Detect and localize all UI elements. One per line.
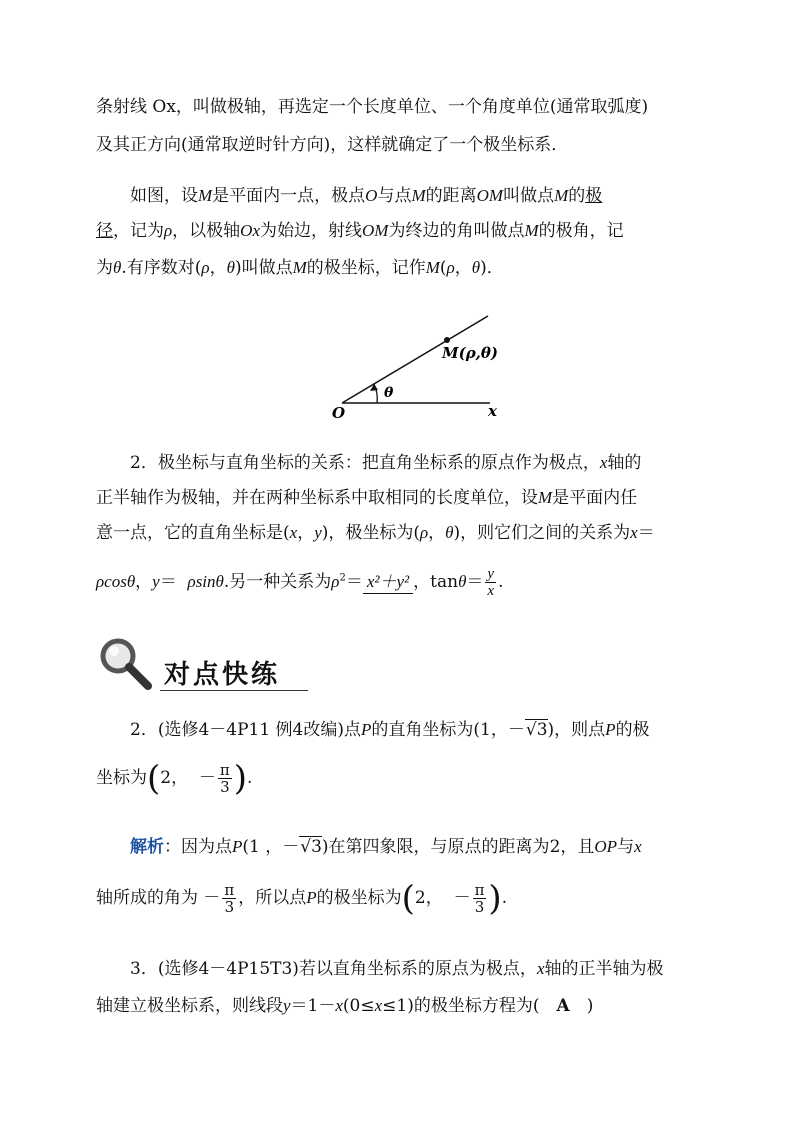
axis-x-label: x [488,402,497,420]
paragraph3-line3: 意一点，它的直角坐标是(x，y)，极坐标为(ρ，θ)，则它们之间的关系为x＝ [96,523,655,543]
angle-label: θ [384,385,394,401]
section-title: 对点快练 [164,660,281,690]
point-m [444,337,450,343]
paragraph3-line1: 2．极坐标与直角坐标的关系：把直角坐标系的原点作为极点，x轴的 [130,453,642,473]
point-m-label: M(ρ,θ) [442,344,499,362]
answer-choice: A [556,996,570,1016]
analysis-line1: 解析：因为点P(1 ，－√3)在第四象限，与原点的距离为2，且OP与x [130,837,642,857]
polar-coordinate-figure [330,308,510,423]
paragraph2-line1: 如图，设M是平面内一点，极点O与点M的距离OM叫做点M的极 [130,186,603,206]
question3-line2: 轴建立极坐标系，则线段y＝1－x(0≤x≤1)的极坐标方程为( A ) [96,996,594,1016]
question2-line1: 2．(选修4－4P11 例4改编)点P的直角坐标为(1，－√3)，则点P的极 [130,720,650,740]
paragraph3-line4: ρcosθ，y＝ ρsinθ.另一种关系为$\rho^2= x^2+y^2$ ，tanθ＝ $\frac{y}{x}$ . [96,566,504,599]
paragraph1-line2: 及其正方向(通常取逆时针方向)，这样就确定了一个极坐标系． [96,135,569,155]
paragraph2-line3: 为θ.有序数对(ρ，θ)叫做点M的极坐标，记作M(ρ，θ)． [96,258,504,278]
magnifier-icon [96,636,156,692]
analysis-label: 解析 [130,837,164,857]
question2-line2: 坐标为(2， － $\frac{\pi}{3}$ ). [96,758,253,799]
question3-line1: 3．(选修4－4P15T3)若以直角坐标系的原点为极点，x轴的正半轴为极 [130,959,664,979]
paragraph2-line2: 径，记为ρ，以极轴Ox为始边，射线OM为终边的角叫做点M的极角，记 [96,221,624,241]
section-divider [160,690,308,691]
answer-blank: x²＋y² [363,571,413,594]
paragraph3-line2: 正半轴作为极轴，并在两种坐标系中取相同的长度单位，设M是平面内任 [96,488,638,508]
pi-over-3-fraction: $\frac{\pi}{3}$ [474,881,485,916]
pi-over-3-fraction: $\frac{\pi}{3}$ [224,881,235,916]
pi-over-3-fraction: $\frac{\pi}{3}$ [219,761,230,796]
analysis-line2: 轴所成的角为 － $\frac{\pi}{3}$ ，所以点P的极坐标为(2， － $\frac{\pi}{3}$ ). [96,878,508,919]
y-over-x-fraction: $\frac{y}{x}$ [487,566,495,599]
paragraph1-line1: 条射线 Ox，叫做极轴，再选定一个长度单位、一个角度单位(通常取弧度) [96,97,649,117]
origin-label: O [332,404,346,422]
